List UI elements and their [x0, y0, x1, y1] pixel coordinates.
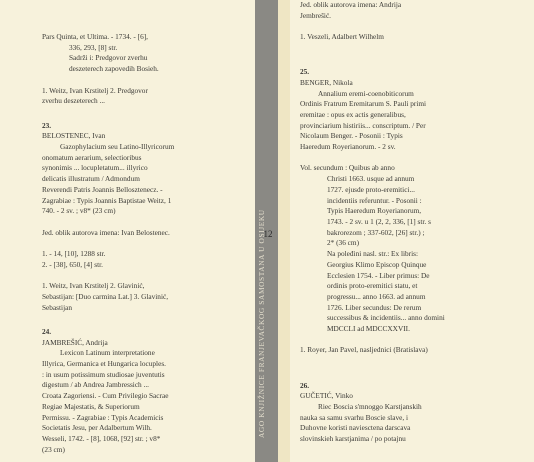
- text-line: (23 cm): [42, 444, 65, 454]
- text-line: GUČETIĆ, Vinko: [300, 391, 353, 401]
- spacer: [42, 238, 254, 249]
- text-line: Wesseli, 1742. - [8], 1068, [92] str. ; v8*: [42, 433, 161, 443]
- text-line: 740. - 2 sv. ; v8* (23 cm): [42, 206, 116, 216]
- spacer: [42, 21, 254, 32]
- text-line: Sebastijan: [42, 302, 72, 312]
- text-line: zverhu deszeterech ...: [42, 96, 105, 106]
- text-line: Gazophylacium seu Latino-Illyricorum: [60, 142, 175, 152]
- text-line: Georgius Klimo Episcop Quinque: [327, 259, 427, 269]
- text-line: Ecclesien 1754. - Liber primus: De: [327, 270, 430, 280]
- text-line: onomatum aerarium, selectioribus: [42, 152, 142, 162]
- spacer: [42, 0, 254, 11]
- text-line: Na poleđini nasl. str.: Ex libris:: [327, 249, 419, 259]
- text-line: nauka sa samu svarhu Boscie slave, i: [300, 412, 409, 422]
- text-line: 1726. Liber secundus: De rerum: [327, 302, 422, 312]
- spacer: [42, 270, 254, 281]
- text-line: Illyrica, Germanica et Hungarica locuples.: [42, 359, 166, 369]
- text-line: Permissu. - Zagrabiae : Typis Academicis: [42, 412, 164, 422]
- text-line: Riec Boscia s'mnoggo Karstjanskih: [318, 401, 422, 411]
- text-line: Typis Haeredum Royerianorum,: [327, 206, 422, 216]
- text-line: 1. Weitz, Ivan Krstitelj 2. Predgovor: [42, 85, 148, 95]
- entry-number: 26.: [300, 380, 310, 390]
- text-line: BENGER, Nikola: [300, 77, 353, 87]
- text-line: 1743. - 2 sv. u 1 (2, 2, 336, [1] str. s: [327, 217, 431, 226]
- text-line: Annalium eremi-coenobiticorum: [318, 88, 414, 98]
- entry-number: 25.: [300, 67, 310, 77]
- text-line: eremitae : opus ex actis generalibus,: [300, 109, 406, 119]
- text-line: 1. Veszeli, Adalbert Wilhelm: [300, 32, 384, 42]
- text-line: bakrorezom ; 337-602, [26] str.) ;: [327, 227, 425, 237]
- spacer: [300, 367, 532, 378]
- text-line: Ordinis Fratrum Eremitarum S. Pauli primi: [300, 99, 427, 109]
- text-line: Regiae Majestatis, & Superiorum: [42, 401, 140, 411]
- text-line: slovinskieh karstjanima / po potajnu: [300, 434, 406, 444]
- spacer: [300, 53, 532, 64]
- text-line: synonimis ... locupletatum... illyrico: [42, 163, 148, 173]
- text-line: delicatis illustratum / Admondum: [42, 174, 140, 184]
- spacer: [300, 335, 532, 346]
- text-line: : in usum potissimum studiosae juventutis: [42, 369, 165, 379]
- text-line: Nicolaum Benger. - Posonii : Typis: [300, 131, 403, 141]
- spacer: [300, 356, 532, 367]
- text-line: Jed. oblik autorova imena: Ivan Belostenec.: [42, 227, 170, 237]
- text-line: Societatis Jesu, per Adalbertum Wilh.: [42, 423, 152, 433]
- text-line: 1727. ejusde proto-eremitici...: [327, 184, 415, 194]
- page-number: 12: [263, 229, 273, 239]
- spacer: [42, 217, 254, 228]
- spacer: [42, 313, 254, 324]
- text-line: Jed. oblik autorova imena: Andrija: [300, 0, 402, 9]
- entry-number: 23.: [42, 120, 52, 130]
- text-line: Duhovne koristi naviesctena darscava: [300, 423, 411, 433]
- gutter-strip: [278, 0, 290, 462]
- text-line: Sadrži i: Predgovor zverhu: [69, 53, 148, 63]
- text-line: Lexicon Latinum interpretatione: [60, 348, 155, 358]
- text-line: deszeterech zapovedih Bosieh.: [69, 64, 159, 74]
- spacer: [300, 21, 532, 32]
- left-column-text: [42, 0, 254, 455]
- text-line: Pars Quinta, et Ultima. - 1734. - [6],: [42, 32, 148, 42]
- spacer: [42, 107, 254, 118]
- text-line: 336, 293, [8] str.: [69, 42, 118, 52]
- text-line: successibus & incidentiis... anno domini: [327, 313, 445, 323]
- text-line: provinciarium histiriis... conscriptum. / Per: [300, 120, 426, 130]
- text-line: BELOSTENEC, Ivan: [42, 131, 106, 141]
- text-line: Croata Zagoriensi. - Cum Privilegio Sacrae: [42, 391, 169, 401]
- text-line: Reverendi Patris Joannis Bellosztenecz. -: [42, 184, 163, 194]
- text-line: digestum / ab Andrea Jambressich ...: [42, 380, 149, 390]
- text-line: 1. Weitz, Ivan Krstitelj 2. Glavinić,: [42, 281, 145, 291]
- text-line: incidentiis referuntur. - Posonii :: [327, 195, 422, 205]
- text-line: 2. - [38], 650, [4] str.: [42, 259, 104, 269]
- right-column-text: [300, 0, 532, 445]
- spacer: [300, 153, 532, 164]
- text-line: Christi 1663. usque ad annum: [327, 174, 415, 184]
- spacer: [300, 43, 532, 54]
- text-line: Haeredum Royerianorum. - 2 sv.: [300, 142, 396, 152]
- text-line: Jembrešić.: [300, 10, 332, 20]
- spine-title: AGO KNJIŽNICE FRANJEVAČKOG SAMOSTANA U OSIJEKU: [257, 209, 266, 438]
- text-line: Vol. secundum : Quibus ab anno: [300, 163, 395, 173]
- text-line: 1. - 14, [10], 1288 str.: [42, 249, 106, 259]
- text-line: JAMBREŠIĆ, Andrija: [42, 337, 108, 347]
- text-line: 1. Royer, Jan Pavel, nasljednici (Bratislava): [300, 345, 428, 355]
- text-line: Sebastijan: [Duo carmina Lat.] 3. Glavinić,: [42, 291, 169, 301]
- entry-number: 24.: [42, 326, 52, 336]
- text-line: MDCCLI ad MDCCXXVII.: [327, 324, 410, 334]
- text-line: ordinis proto-eremitici statu, et: [327, 281, 418, 291]
- text-line: 2* (36 cm): [327, 238, 360, 248]
- spacer: [42, 11, 254, 22]
- text-line: Zagrabiae : Typis Joannis Baptistae Weitz, 1: [42, 195, 172, 205]
- text-line: progressu... anno 1663. ad annum: [327, 291, 426, 301]
- spacer: [42, 75, 254, 86]
